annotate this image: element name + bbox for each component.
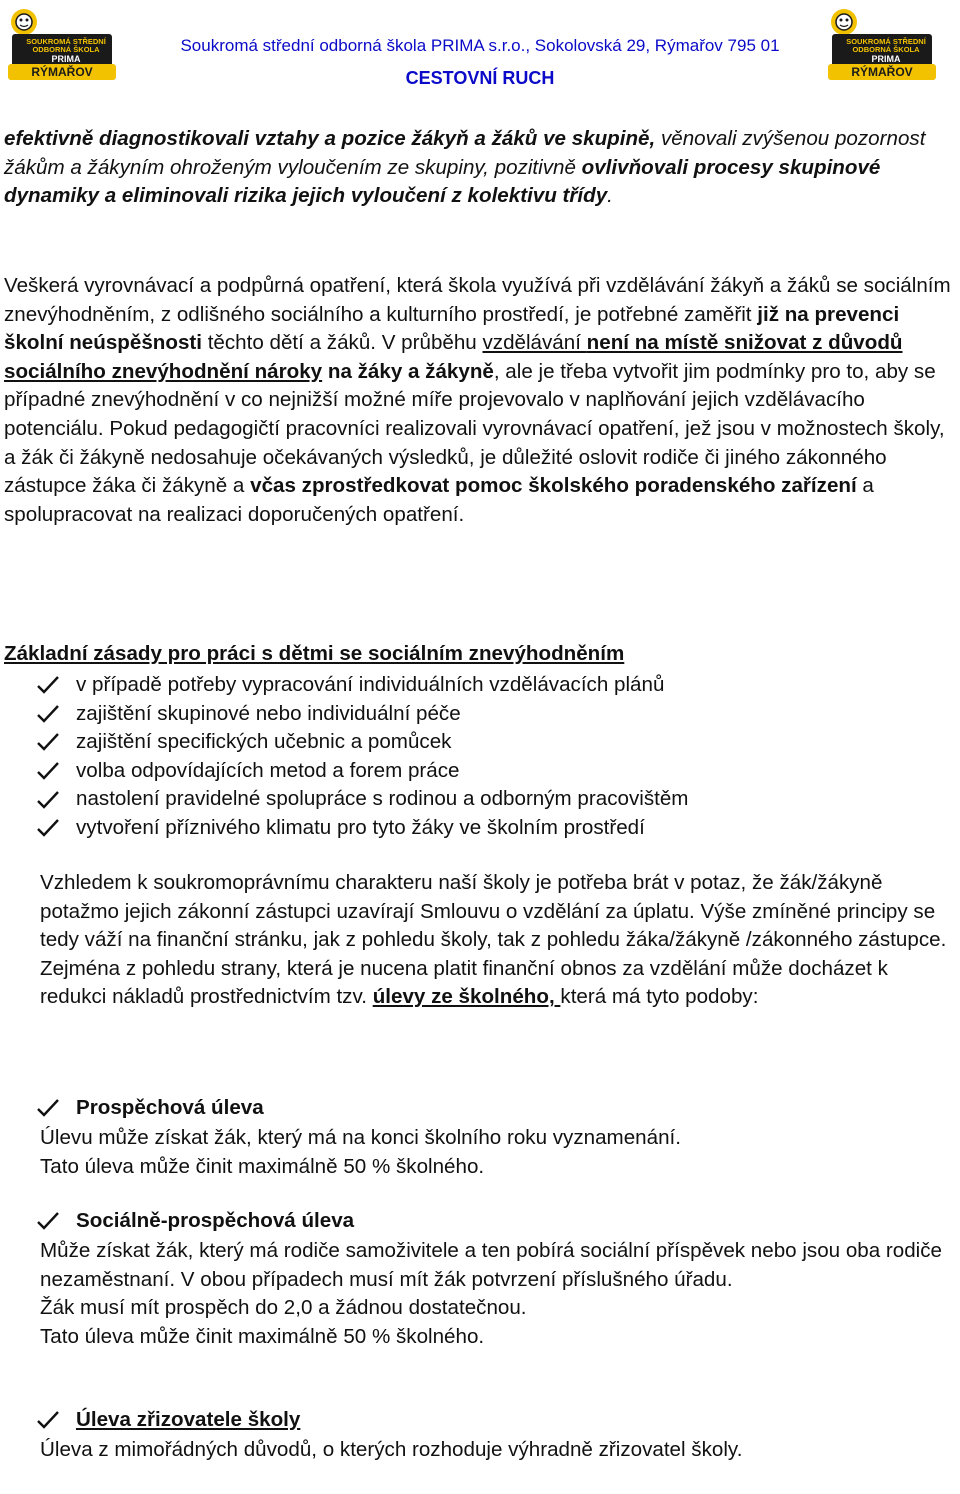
text: a spolupracovat na realizaci doporučených opatření. [4, 474, 874, 526]
checkmark-icon [36, 1410, 60, 1430]
school-logo-left [6, 6, 118, 84]
text: Úlevu může získat žák, který má na konci školního roku vyznamenání. [40, 1126, 681, 1149]
text-underlined: vzdělávání [482, 331, 587, 355]
list-item-text: nastolení pravidelné spolupráce s rodinou a odborným pracovištěm [76, 787, 689, 811]
logo-text-line2: ODBORNÁ ŠKOLA [32, 45, 100, 54]
logo-text-line4: RÝMAŘOV [851, 65, 913, 79]
paragraph-measures [4, 272, 954, 529]
list-item-text: zajištění specifických učebnic a pomůcek [76, 730, 452, 754]
logo-text-line3: PRIMA [871, 54, 901, 64]
list-item [36, 814, 688, 843]
benefit-title [36, 1096, 264, 1120]
text-bold: již na prevenci školní neúspěšnosti [4, 302, 900, 355]
text: Úleva z mimořádných důvodů, o kterých rozhoduje výhradně zřizovatel školy. [40, 1438, 743, 1461]
header-subtitle: CESTOVNÍ RUCH [405, 68, 555, 88]
header-school-address: Soukromá střední odborná škola PRIMA s.r.o., Sokolovská 29, Rýmařov 795 01 [180, 36, 780, 55]
benefit-title-text: Úleva zřizovatele školy [76, 1408, 301, 1431]
text-bold: efektivně diagnostikovali vztahy a pozice žákyň a žáků ve skupině, [4, 127, 656, 150]
checkmark-icon [36, 790, 60, 810]
checkmark-icon [36, 675, 60, 695]
principles-heading: Základní zásady pro práci s dětmi se sociálním znevýhodněním [4, 642, 625, 665]
logo-text-line2: ODBORNÁ ŠKOLA [852, 45, 920, 54]
text-normal: . [607, 184, 613, 208]
paragraph-intro [4, 125, 954, 211]
list-item [36, 728, 688, 757]
logo-text-line4: RÝMAŘOV [31, 65, 93, 79]
list-item [36, 671, 688, 700]
checkmark-icon [36, 732, 60, 752]
text-bold: včas zprostředkovat pomoc školského poradenského zařízení [250, 474, 857, 498]
list-item-text: zajištění skupinové nebo individuální péče [76, 701, 461, 725]
school-logo-right [826, 6, 938, 84]
text: Žák musí mít prospěch do 2,0 a žádnou dostatečnou. [40, 1296, 527, 1320]
checkmark-icon [36, 1098, 60, 1118]
text: Tato úleva může činit maximálně 50 % školného. [40, 1154, 485, 1178]
text: , ale je třeba vytvořit jim podmínky pro to, aby se případné znevýhodnění v co nejnižší možné míře projevovalo v naplňování jejich vzdělávacího potenciálu. Pokud pedagogičtí pracovníci realizovali vyrovnávací opatření, jež jsou v možnostech školy, a žák či žákyně nedosahuje očekávaných výsledků, je důležité oslovit rodiče či jiného zákonného zástupce žáka či žákyně a [4, 359, 945, 498]
paragraph-tuition [40, 869, 955, 1012]
text-bold: na žáky a žákyně [322, 359, 494, 383]
list-item [36, 785, 688, 814]
benefit-description [40, 1124, 955, 1181]
benefit-title-text: Prospěchová úleva [76, 1096, 264, 1119]
benefit-title [36, 1209, 354, 1233]
logo-text-line3: PRIMA [51, 54, 81, 64]
benefit-description [40, 1237, 955, 1351]
text-bold-underlined: úlevy ze školného, [372, 985, 561, 1009]
text: která má tyto podoby: [560, 985, 759, 1009]
principles-list [36, 671, 688, 843]
checkmark-icon [36, 704, 60, 724]
list-item-text: v případě potřeby vypracování individuálních vzdělávacích plánů [76, 673, 665, 696]
text-normal: věnovali zvýšenou pozornost žákům a žákyním ohroženým vyloučením ze skupiny, pozitivně [4, 127, 926, 179]
text-bold: ovlivňovali procesy skupinové dynamiky a eliminovali rizika jejich vyloučení z kolektivu třídy [4, 155, 881, 208]
text: Veškerá vyrovnávací a podpůrná opatření, která škola využívá při vzdělávání žákyň a žáků se sociálním znevýhodněním, z odlišného sociálního a kulturního prostředí, je potřebné zaměřit [4, 274, 951, 326]
checkmark-icon [36, 818, 60, 838]
benefit-title-text: Sociálně-prospěchová úleva [76, 1209, 355, 1232]
text-bold-underlined: není na místě snižovat z důvodů sociálního znevýhodnění nároky [4, 331, 903, 383]
list-item-text: volba odpovídajících metod a forem práce [76, 758, 460, 782]
checkmark-icon [36, 1211, 60, 1231]
list-item [36, 757, 688, 786]
text: Může získat žák, který má rodiče samoživitele a ten pobírá sociální příspěvek nebo jsou oba rodiče nezaměstnaní. V obou případech musí mít žák potvrzení příslušného úřadu. [40, 1239, 942, 1291]
list-item [36, 700, 688, 729]
benefit-title [36, 1408, 300, 1432]
logo-text-line1: SOUKROMÁ STŘEDNÍ [26, 37, 106, 46]
benefit-description [40, 1436, 955, 1465]
text: Tato úleva může činit maximálně 50 % školného. [40, 1324, 485, 1348]
checkmark-icon [36, 761, 60, 781]
logo-text-line1: SOUKROMÁ STŘEDNÍ [846, 37, 926, 46]
text: Zejména z pohledu strany, která je nucena platit finanční obnos za vzdělání může docházet k redukci nákladů prostřednictvím tzv. [40, 956, 888, 1009]
text: těchto dětí a žáků. V průběhu [201, 331, 483, 355]
list-item-text: vytvoření příznivého klimatu pro tyto žáky ve školním prostředí [76, 815, 645, 839]
text: Vzhledem k soukromoprávnímu charakteru naší školy je potřeba brát v potaz, že žák/žákyně potažmo jejich zákonní zástupci uzavírají Smlouvu o vzdělání za úplatu. Výše zmíněné principy se tedy váží na finanční stránku, jak z pohledu školy, tak z pohledu žáka/žákyně /zákonného zástupce. [40, 871, 947, 952]
